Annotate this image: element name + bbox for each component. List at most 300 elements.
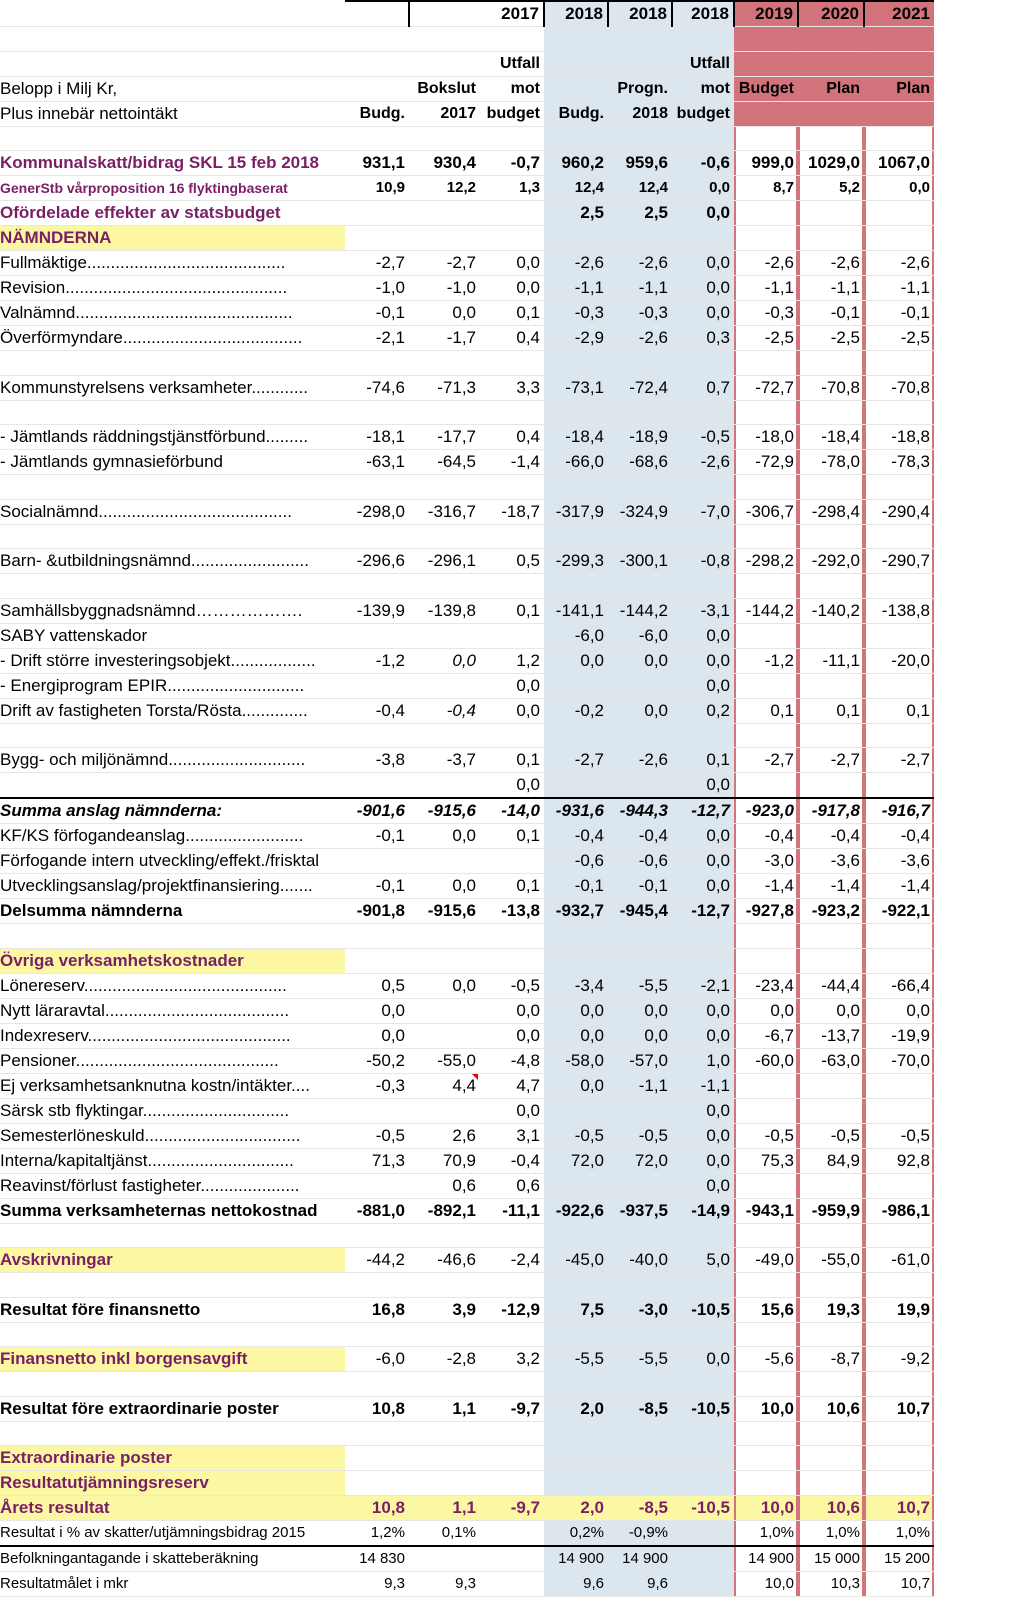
value-cell: -73,1 bbox=[544, 375, 608, 400]
value-cell bbox=[345, 201, 409, 226]
value-cell: -1,2 bbox=[734, 648, 798, 673]
value-cell bbox=[345, 574, 409, 599]
value-cell: -0,8 bbox=[672, 549, 734, 574]
header-corner bbox=[0, 1, 345, 27]
spacer-cell bbox=[480, 126, 544, 151]
value-cell: -881,0 bbox=[345, 1198, 409, 1223]
value-cell: -140,2 bbox=[798, 598, 864, 623]
header-cell: 2018 bbox=[608, 101, 672, 126]
header-cell: mot bbox=[480, 76, 544, 101]
header-cell bbox=[345, 51, 409, 76]
value-cell bbox=[798, 773, 864, 799]
header-year-cell: 2020 bbox=[798, 1, 864, 27]
value-cell bbox=[345, 1446, 409, 1471]
value-cell: -2,5 bbox=[864, 326, 934, 351]
value-cell: -3,0 bbox=[608, 1297, 672, 1322]
row-label: Förfogande intern utveckling/effekt./frisktal bbox=[0, 849, 345, 874]
value-cell: -0,1 bbox=[345, 824, 409, 849]
value-cell bbox=[608, 351, 672, 376]
value-cell: 0,1 bbox=[672, 748, 734, 773]
value-cell: -141,1 bbox=[544, 598, 608, 623]
value-cell bbox=[734, 524, 798, 549]
value-cell: 16,8 bbox=[345, 1297, 409, 1322]
value-cell: 0,0 bbox=[608, 998, 672, 1023]
value-cell: -959,9 bbox=[798, 1198, 864, 1223]
table-row bbox=[0, 351, 934, 376]
value-cell: 931,1 bbox=[345, 151, 409, 176]
value-cell: -1,4 bbox=[734, 874, 798, 899]
row-label bbox=[0, 1273, 345, 1298]
table-row bbox=[0, 998, 934, 1023]
value-cell: -46,6 bbox=[409, 1248, 480, 1273]
header-cell bbox=[345, 76, 409, 101]
value-cell bbox=[544, 924, 608, 949]
row-label: Resultatutjämningsreserv bbox=[0, 1471, 345, 1496]
table-row bbox=[0, 1446, 934, 1471]
value-cell: 9,6 bbox=[608, 1572, 672, 1597]
value-cell bbox=[608, 673, 672, 698]
value-cell bbox=[864, 351, 934, 376]
value-cell bbox=[480, 201, 544, 226]
value-cell bbox=[798, 723, 864, 748]
value-cell bbox=[409, 1273, 480, 1298]
header-cell bbox=[409, 51, 480, 76]
value-cell bbox=[608, 574, 672, 599]
value-cell: 15,6 bbox=[734, 1297, 798, 1322]
value-cell: -923,0 bbox=[734, 798, 798, 824]
value-cell: -5,5 bbox=[608, 1347, 672, 1372]
value-cell: 1067,0 bbox=[864, 151, 934, 176]
value-cell bbox=[734, 201, 798, 226]
value-cell bbox=[608, 924, 672, 949]
value-cell bbox=[544, 1273, 608, 1298]
value-cell: -299,3 bbox=[544, 549, 608, 574]
value-cell bbox=[864, 673, 934, 698]
value-cell: -0,4 bbox=[480, 1148, 544, 1173]
row-label: - Jämtlands gymnasieförbund bbox=[0, 450, 345, 475]
value-cell: 0,0 bbox=[798, 998, 864, 1023]
value-cell: -70,0 bbox=[864, 1048, 934, 1073]
value-cell: 10,0 bbox=[734, 1572, 798, 1597]
value-cell bbox=[798, 1273, 864, 1298]
value-cell: -4,8 bbox=[480, 1048, 544, 1073]
value-cell: 0,1% bbox=[409, 1521, 480, 1547]
value-cell: 0,3 bbox=[672, 326, 734, 351]
value-cell: -0,6 bbox=[608, 849, 672, 874]
value-cell: -2,6 bbox=[864, 251, 934, 276]
value-cell: -0,1 bbox=[608, 874, 672, 899]
value-cell: 0,0 bbox=[672, 1173, 734, 1198]
value-cell: -3,6 bbox=[864, 849, 934, 874]
table-row bbox=[0, 1396, 934, 1421]
row-label: Särsk stb flyktingar............................... bbox=[0, 1098, 345, 1123]
row-label: Utvecklingsanslag/projektfinansiering....... bbox=[0, 874, 345, 899]
value-cell bbox=[608, 1471, 672, 1496]
comment-flag-icon bbox=[472, 1074, 478, 1080]
value-cell: -8,7 bbox=[798, 1347, 864, 1372]
value-cell: -1,1 bbox=[672, 1073, 734, 1098]
table-row bbox=[0, 176, 934, 201]
value-cell: 0,0 bbox=[672, 251, 734, 276]
value-cell: -7,0 bbox=[672, 499, 734, 524]
value-cell bbox=[544, 1471, 608, 1496]
value-cell: -901,6 bbox=[345, 798, 409, 824]
value-cell bbox=[544, 1421, 608, 1446]
value-cell: 4,7 bbox=[480, 1073, 544, 1098]
value-cell: -943,1 bbox=[734, 1198, 798, 1223]
value-cell bbox=[734, 1446, 798, 1471]
value-cell bbox=[798, 1372, 864, 1397]
value-cell: -70,8 bbox=[864, 375, 934, 400]
value-cell: -3,4 bbox=[544, 973, 608, 998]
value-cell bbox=[409, 998, 480, 1023]
value-cell bbox=[734, 948, 798, 973]
table-row bbox=[0, 723, 934, 748]
value-cell bbox=[672, 1421, 734, 1446]
value-cell bbox=[345, 524, 409, 549]
value-cell bbox=[608, 1421, 672, 1446]
value-cell bbox=[544, 673, 608, 698]
header-cell: 2017 bbox=[409, 101, 480, 126]
value-cell: -2,6 bbox=[608, 748, 672, 773]
value-cell: 0,0 bbox=[608, 648, 672, 673]
value-cell bbox=[409, 475, 480, 500]
value-cell: -18,4 bbox=[798, 425, 864, 450]
row-label: Ofördelade effekter av statsbudget bbox=[0, 201, 345, 226]
value-cell: -0,5 bbox=[480, 973, 544, 998]
value-cell: -14,9 bbox=[672, 1198, 734, 1223]
value-cell: -1,4 bbox=[480, 450, 544, 475]
value-cell bbox=[544, 1098, 608, 1123]
row-label: Fullmäktige.......................................... bbox=[0, 251, 345, 276]
value-cell: 0,0 bbox=[480, 1098, 544, 1123]
value-cell: -138,8 bbox=[864, 598, 934, 623]
value-cell: -66,0 bbox=[544, 450, 608, 475]
row-label: Resultat före finansnetto bbox=[0, 1297, 345, 1322]
row-label bbox=[0, 400, 345, 425]
value-cell bbox=[864, 1421, 934, 1446]
value-cell: 0,0 bbox=[672, 1347, 734, 1372]
value-cell: 0,0 bbox=[864, 998, 934, 1023]
value-cell: 0,0 bbox=[672, 849, 734, 874]
value-cell: 12,4 bbox=[608, 176, 672, 201]
value-cell: -298,0 bbox=[345, 499, 409, 524]
value-cell: -11,1 bbox=[480, 1198, 544, 1223]
value-cell: -13,7 bbox=[798, 1023, 864, 1048]
value-cell: 1,3 bbox=[480, 176, 544, 201]
row-label bbox=[0, 351, 345, 376]
value-cell bbox=[798, 524, 864, 549]
value-cell bbox=[345, 673, 409, 698]
value-cell: -2,7 bbox=[544, 748, 608, 773]
value-cell bbox=[345, 1273, 409, 1298]
value-cell bbox=[345, 849, 409, 874]
value-cell: -12,9 bbox=[480, 1297, 544, 1322]
value-cell: 3,1 bbox=[480, 1123, 544, 1148]
value-cell: 0,0 bbox=[409, 874, 480, 899]
row-label: Extraordinarie poster bbox=[0, 1446, 345, 1471]
value-cell: -2,5 bbox=[798, 326, 864, 351]
value-cell bbox=[608, 226, 672, 251]
spacer-cell bbox=[798, 126, 864, 151]
header-cell: mot bbox=[672, 76, 734, 101]
header-cell: Budg. bbox=[345, 101, 409, 126]
table-row bbox=[0, 1098, 934, 1123]
value-cell: -9,7 bbox=[480, 1396, 544, 1421]
value-cell: 10,6 bbox=[798, 1396, 864, 1421]
value-cell bbox=[480, 1546, 544, 1572]
value-cell: -296,1 bbox=[409, 549, 480, 574]
header-row3 bbox=[0, 101, 934, 126]
table-row bbox=[0, 874, 934, 899]
value-cell bbox=[798, 351, 864, 376]
value-cell bbox=[480, 723, 544, 748]
value-cell: -937,5 bbox=[608, 1198, 672, 1223]
value-cell: -2,7 bbox=[798, 748, 864, 773]
value-cell bbox=[798, 226, 864, 251]
value-cell: -144,2 bbox=[734, 598, 798, 623]
value-cell: -0,3 bbox=[345, 1073, 409, 1098]
spacer-cell bbox=[0, 126, 345, 151]
value-cell bbox=[672, 1572, 734, 1597]
value-cell bbox=[409, 673, 480, 698]
table-row bbox=[0, 698, 934, 723]
value-cell: 12,2 bbox=[409, 176, 480, 201]
value-cell: -317,9 bbox=[544, 499, 608, 524]
value-cell: -11,1 bbox=[798, 648, 864, 673]
value-cell bbox=[672, 924, 734, 949]
value-cell bbox=[345, 1372, 409, 1397]
value-cell: -290,4 bbox=[864, 499, 934, 524]
value-cell bbox=[672, 1273, 734, 1298]
value-cell: 959,6 bbox=[608, 151, 672, 176]
value-cell bbox=[480, 924, 544, 949]
value-cell: -23,4 bbox=[734, 973, 798, 998]
value-cell bbox=[480, 1471, 544, 1496]
spacer-cell bbox=[672, 126, 734, 151]
value-cell: -63,0 bbox=[798, 1048, 864, 1073]
table-row bbox=[0, 1273, 934, 1298]
value-cell bbox=[345, 723, 409, 748]
row-label: Årets resultat bbox=[0, 1496, 345, 1521]
value-cell: -5,5 bbox=[544, 1347, 608, 1372]
value-cell bbox=[798, 673, 864, 698]
value-cell bbox=[345, 226, 409, 251]
value-cell: 0,0 bbox=[544, 1023, 608, 1048]
value-cell: 15 200 bbox=[864, 1546, 934, 1572]
value-cell bbox=[409, 1546, 480, 1572]
table-row bbox=[0, 276, 934, 301]
value-cell: 0,2% bbox=[544, 1521, 608, 1547]
value-cell: -986,1 bbox=[864, 1198, 934, 1223]
value-cell: -9,2 bbox=[864, 1347, 934, 1372]
value-cell: 1,0% bbox=[864, 1521, 934, 1547]
value-cell: -1,4 bbox=[798, 874, 864, 899]
value-cell bbox=[608, 1173, 672, 1198]
value-cell: -10,5 bbox=[672, 1396, 734, 1421]
row-label: Resultatmålet i mkr bbox=[0, 1572, 345, 1597]
value-cell: -2,6 bbox=[734, 251, 798, 276]
value-cell: -0,4 bbox=[864, 824, 934, 849]
value-cell bbox=[864, 1223, 934, 1248]
value-cell: -55,0 bbox=[409, 1048, 480, 1073]
value-cell: -3,0 bbox=[734, 849, 798, 874]
table-row bbox=[0, 1546, 934, 1572]
value-cell: 0,6 bbox=[480, 1173, 544, 1198]
value-cell: -0,4 bbox=[734, 824, 798, 849]
value-cell: 3,2 bbox=[480, 1347, 544, 1372]
header-spacer-cell bbox=[672, 27, 734, 52]
value-cell: 10,6 bbox=[798, 1496, 864, 1521]
table-row bbox=[0, 475, 934, 500]
table-row bbox=[0, 326, 934, 351]
table-row bbox=[0, 226, 934, 251]
value-cell: 5,0 bbox=[672, 1248, 734, 1273]
value-cell bbox=[798, 201, 864, 226]
value-cell: -0,1 bbox=[798, 301, 864, 326]
value-cell: 0,0 bbox=[544, 1073, 608, 1098]
row-label bbox=[0, 1421, 345, 1446]
value-cell: -2,6 bbox=[672, 450, 734, 475]
header-cell: Bokslut bbox=[409, 76, 480, 101]
value-cell: -63,1 bbox=[345, 450, 409, 475]
value-cell: -2,7 bbox=[864, 748, 934, 773]
value-cell bbox=[734, 1471, 798, 1496]
row-label: KF/KS förfogandeanslag......................... bbox=[0, 824, 345, 849]
value-cell bbox=[480, 1223, 544, 1248]
value-cell: 9,3 bbox=[409, 1572, 480, 1597]
header-year-cell: 2021 bbox=[864, 1, 934, 27]
table-row bbox=[0, 251, 934, 276]
row-label bbox=[0, 1223, 345, 1248]
value-cell bbox=[544, 574, 608, 599]
value-cell: 14 900 bbox=[544, 1546, 608, 1572]
value-cell: 0,2 bbox=[672, 698, 734, 723]
value-cell: 75,3 bbox=[734, 1148, 798, 1173]
value-cell: -68,6 bbox=[608, 450, 672, 475]
value-cell bbox=[734, 574, 798, 599]
value-cell bbox=[480, 574, 544, 599]
value-cell bbox=[798, 1173, 864, 1198]
value-cell bbox=[480, 1421, 544, 1446]
value-cell: -71,3 bbox=[409, 375, 480, 400]
row-label: GenerStb vårproposition 16 flyktingbaserat bbox=[0, 176, 345, 201]
value-cell bbox=[672, 226, 734, 251]
value-cell bbox=[734, 351, 798, 376]
row-label: Semesterlöneskuld................................. bbox=[0, 1123, 345, 1148]
value-cell bbox=[345, 1098, 409, 1123]
value-cell: -8,5 bbox=[608, 1396, 672, 1421]
value-cell bbox=[409, 849, 480, 874]
value-cell: 70,9 bbox=[409, 1148, 480, 1173]
value-cell: -139,9 bbox=[345, 598, 409, 623]
value-cell: 3,3 bbox=[480, 375, 544, 400]
value-cell: -2,9 bbox=[544, 326, 608, 351]
value-cell: -66,4 bbox=[864, 973, 934, 998]
table-row bbox=[0, 1347, 934, 1372]
value-cell bbox=[864, 723, 934, 748]
value-cell bbox=[345, 1223, 409, 1248]
value-cell bbox=[409, 1471, 480, 1496]
value-cell: -2,6 bbox=[608, 251, 672, 276]
value-cell: -1,1 bbox=[608, 276, 672, 301]
value-cell: -298,4 bbox=[798, 499, 864, 524]
value-cell bbox=[734, 1098, 798, 1123]
header-cell: Plan bbox=[798, 76, 864, 101]
value-cell: -49,0 bbox=[734, 1248, 798, 1273]
value-cell: -2,7 bbox=[734, 748, 798, 773]
table-row bbox=[0, 574, 934, 599]
value-cell bbox=[608, 400, 672, 425]
value-cell bbox=[544, 1322, 608, 1347]
value-cell: -17,7 bbox=[409, 425, 480, 450]
value-cell: 0,0 bbox=[480, 998, 544, 1023]
value-cell: -2,7 bbox=[345, 251, 409, 276]
value-cell: -915,6 bbox=[409, 798, 480, 824]
value-cell bbox=[544, 948, 608, 973]
value-cell: -0,5 bbox=[734, 1123, 798, 1148]
value-cell bbox=[672, 1223, 734, 1248]
value-cell: -12,7 bbox=[672, 899, 734, 924]
value-cell bbox=[608, 723, 672, 748]
value-cell: -923,2 bbox=[798, 899, 864, 924]
value-cell bbox=[544, 226, 608, 251]
table-row bbox=[0, 301, 934, 326]
table-row bbox=[0, 1572, 934, 1597]
row-label: Ej verksamhetsanknutna kostn/intäkter.... bbox=[0, 1073, 345, 1098]
table-row bbox=[0, 748, 934, 773]
value-cell: -18,0 bbox=[734, 425, 798, 450]
value-cell: 0,0 bbox=[672, 773, 734, 799]
value-cell: -18,8 bbox=[864, 425, 934, 450]
value-cell bbox=[608, 475, 672, 500]
value-cell: 0,0 bbox=[672, 1123, 734, 1148]
value-cell: -61,0 bbox=[864, 1248, 934, 1273]
value-cell: -5,6 bbox=[734, 1347, 798, 1372]
value-cell: 0,1 bbox=[480, 748, 544, 773]
row-label: Barn- &utbildningsnämnd......................... bbox=[0, 549, 345, 574]
value-cell bbox=[798, 1322, 864, 1347]
value-cell: -1,1 bbox=[798, 276, 864, 301]
value-cell: -0,2 bbox=[544, 698, 608, 723]
value-cell: -0,5 bbox=[608, 1123, 672, 1148]
value-cell: -60,0 bbox=[734, 1048, 798, 1073]
value-cell bbox=[864, 1446, 934, 1471]
table-row bbox=[0, 648, 934, 673]
value-cell: -10,5 bbox=[672, 1496, 734, 1521]
value-cell bbox=[864, 1098, 934, 1123]
value-cell bbox=[345, 1471, 409, 1496]
value-cell bbox=[608, 1098, 672, 1123]
row-label: SABY vattenskador bbox=[0, 623, 345, 648]
header-spacer-cell bbox=[544, 27, 608, 52]
row-label: Resultat i % av skatter/utjämningsbidrag 2015 bbox=[0, 1521, 345, 1547]
value-cell: 15 000 bbox=[798, 1546, 864, 1572]
value-cell bbox=[672, 1546, 734, 1572]
value-cell: 0,4 bbox=[480, 326, 544, 351]
value-cell: -892,1 bbox=[409, 1198, 480, 1223]
value-cell: -917,8 bbox=[798, 798, 864, 824]
value-cell: -64,5 bbox=[409, 450, 480, 475]
value-cell bbox=[672, 723, 734, 748]
value-cell: -14,0 bbox=[480, 798, 544, 824]
header-spacer-cell bbox=[798, 27, 864, 52]
row-label bbox=[0, 1322, 345, 1347]
value-cell: -916,7 bbox=[864, 798, 934, 824]
value-cell: 0,0 bbox=[672, 623, 734, 648]
row-label: Befolkningantagande i skatteberäkning bbox=[0, 1546, 345, 1572]
value-cell: -45,0 bbox=[544, 1248, 608, 1273]
